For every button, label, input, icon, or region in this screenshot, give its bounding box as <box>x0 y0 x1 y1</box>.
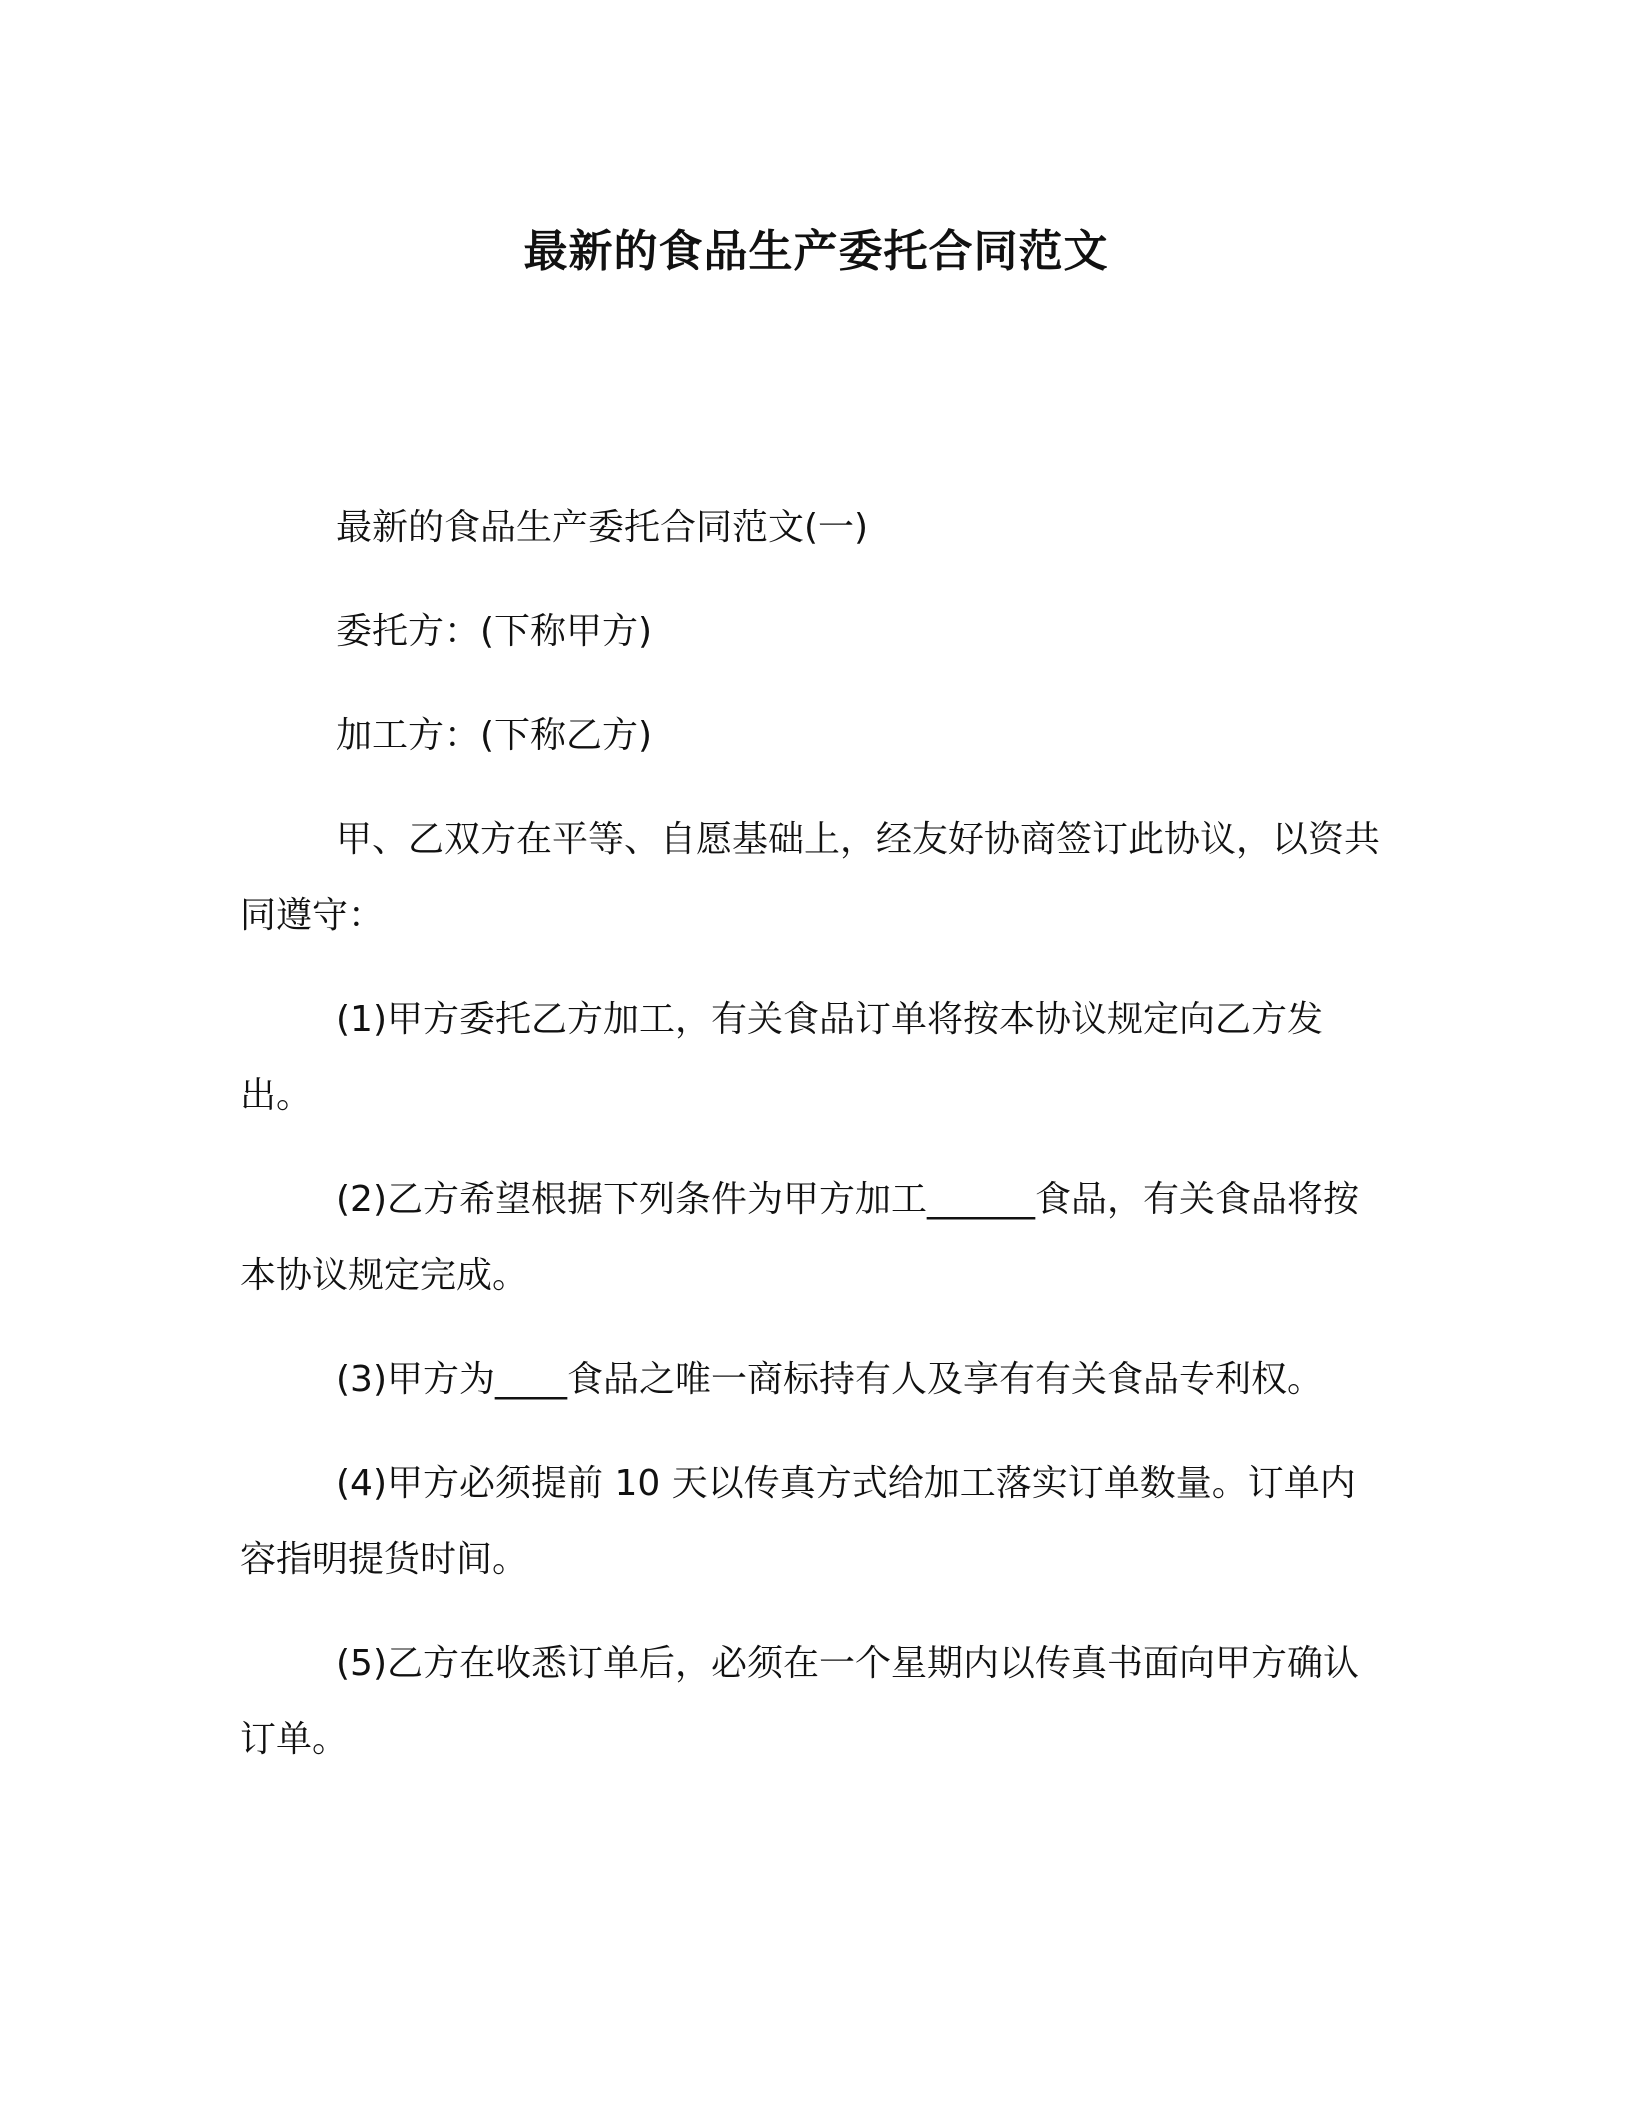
clause-5: (5)乙方在收悉订单后，必须在一个星期内以传真书面向甲方确认订单。 <box>240 1643 1359 1760</box>
client-party-line: 委托方：(下称甲方) <box>336 611 653 652</box>
section-heading: 最新的食品生产委托合同范文(一) <box>336 507 869 548</box>
document-body <box>240 490 1390 1806</box>
clause-1: (1)甲方委托乙方加工，有关食品订单将按本协议规定向乙方发出。 <box>240 999 1323 1116</box>
document-title: 最新的食品生产委托合同范文 <box>523 226 1109 277</box>
preamble-paragraph: 甲、乙双方在平等、自愿基础上，经友好协商签订此协议，以资共同遵守： <box>240 819 1381 936</box>
clause-3: (3)甲方为____食品之唯一商标持有人及享有有关食品专利权。 <box>336 1359 1323 1400</box>
clause-4: (4)甲方必须提前 10 天以传真方式给加工落实订单数量。订单内容指明提货时间。 <box>240 1463 1356 1580</box>
clause-2: (2)乙方希望根据下列条件为甲方加工______食品，有关食品将按本协议规定完成。 <box>240 1179 1359 1296</box>
processor-party-line: 加工方：(下称乙方) <box>336 715 653 756</box>
